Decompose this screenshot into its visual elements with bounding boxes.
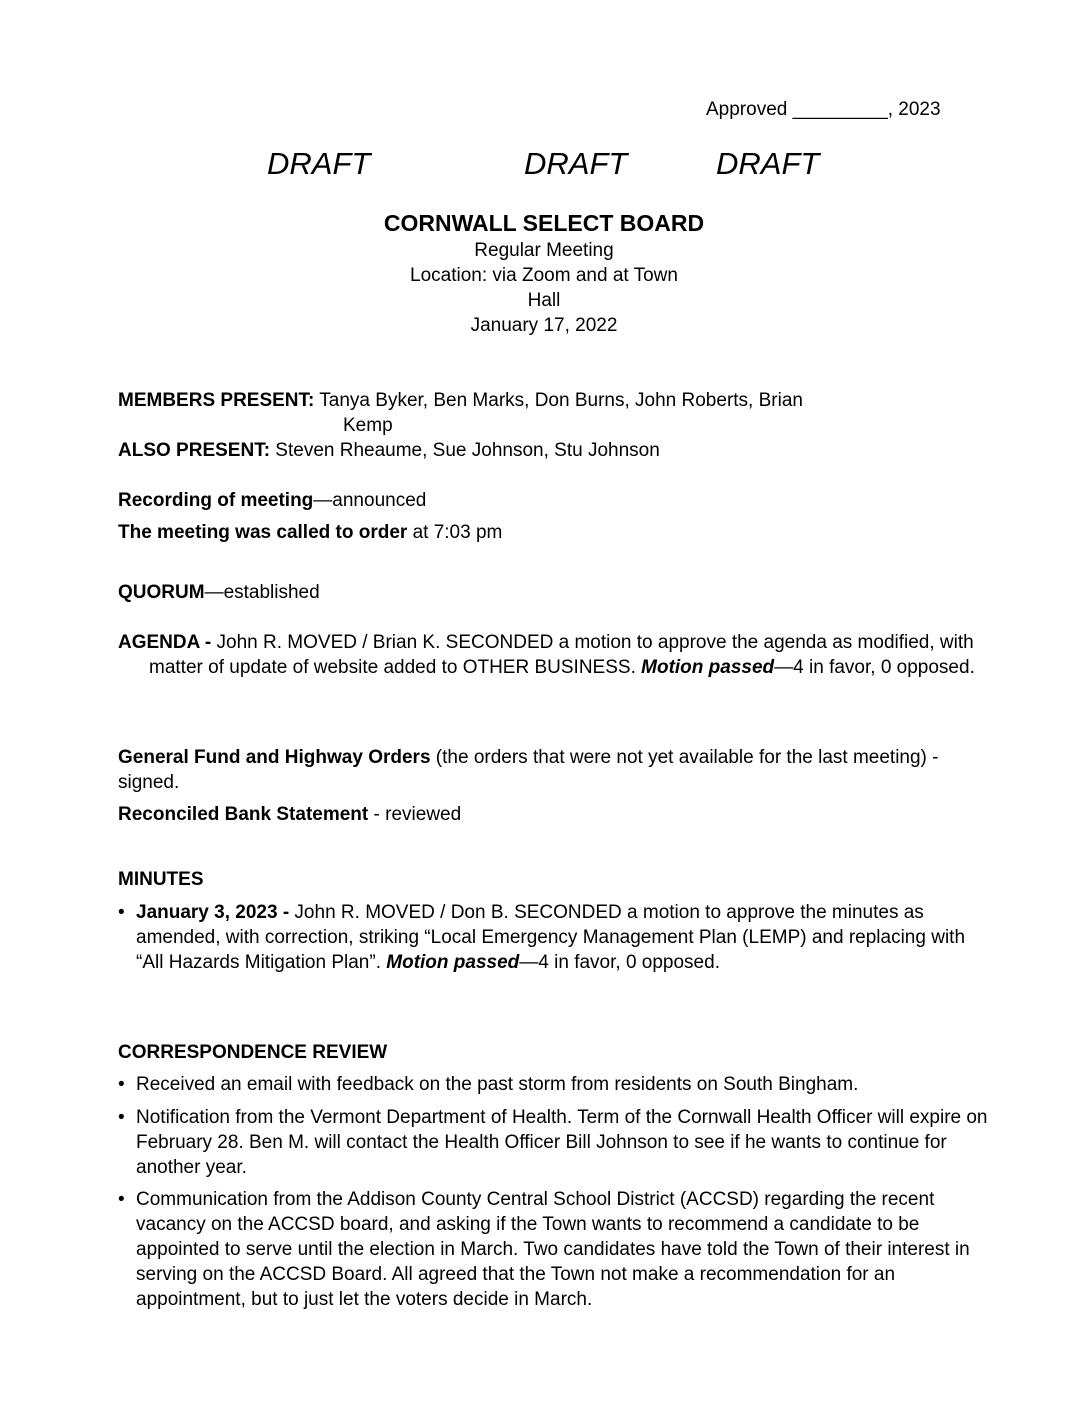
orders-paragraph [118,745,968,795]
also-present [118,438,660,463]
quorum-label: QUORUM [118,582,205,603]
agenda-label: AGENDA - [118,632,212,653]
orders-text: (the orders that were not yet available for the last meeting) - signed. [118,747,939,793]
members-present [118,388,803,413]
call-to-order-label: The meeting was called to order [118,522,408,543]
document-title: CORNWALL SELECT BOARD [383,210,705,236]
bank-line [118,802,461,827]
members-present-label: MEMBERS PRESENT: [118,390,315,411]
call-to-order-line [118,520,502,545]
agenda-result: —4 in favor, 0 opposed. [774,657,975,678]
draft-label: DRAFT [524,146,628,181]
minutes-item [118,900,988,975]
approval-line: Approved _________, 2023 [706,99,941,120]
correspondence-item [118,1187,988,1312]
correspondence-item-text: Notification from the Vermont Department of Health. Term of the Cornwall Health Officer will expire on February 28. Ben M. will contact the Health Officer Bill Johnson to see if he wants to continue for another year. [136,1107,988,1178]
bank-label: Reconciled Bank Statement [118,804,369,825]
draft-label: DRAFT [716,146,820,181]
orders-label: General Fund and Highway Orders [118,747,431,768]
meeting-location: Location: via Zoom and at Town [410,265,678,286]
agenda-paragraph [118,630,994,680]
quorum-value: —established [204,582,320,603]
quorum-line [118,580,320,605]
correspondence-item [118,1105,988,1180]
minutes-item-result: —4 in favor, 0 opposed. [519,952,720,973]
minutes-item-label: January 3, 2023 - [136,902,290,923]
members-present-names-cont: Kemp [343,415,393,436]
also-present-label: ALSO PRESENT: [118,440,271,461]
agenda-text: John R. MOVED / Brian K. SECONDED a motion to approve the agenda as modified, with matter of update of website added to OTHER BUSINESS. [149,632,974,678]
call-to-order-value: at 7:03 pm [407,522,503,543]
also-present-names: Steven Rheaume, Sue Johnson, Stu Johnson [270,440,660,461]
agenda-motion: Motion passed [641,657,775,678]
bullet-icon: • [118,1074,125,1095]
correspondence-item-text: Communication from the Addison County Central School District (ACCSD) regarding the recent vacancy on the ACCSD board, and asking if the Town wants to recommend a candidate to be appointed to serve until the election in March. Two candidates have told the Town of their interest in serving on the ACCSD Board. All agreed that the Town not make a recommendation for an appointment, but to just let the voters decide in March. [136,1189,970,1310]
correspondence-heading: CORRESPONDENCE REVIEW [118,1042,388,1063]
meeting-date: January 17, 2022 [470,315,618,336]
meeting-type: Regular Meeting [474,240,614,261]
bullet-icon: • [118,1107,125,1128]
correspondence-item [118,1072,988,1097]
members-present-names: Tanya Byker, Ben Marks, Don Burns, John Roberts, Brian [314,390,803,411]
recording-value: —announced [313,490,427,511]
bank-value: - reviewed [368,804,462,825]
bullet-icon: • [118,902,125,923]
correspondence-item-text: Received an email with feedback on the past storm from residents on South Bingham. [136,1074,859,1095]
recording-label: Recording of meeting [118,490,314,511]
recording-line [118,488,426,513]
minutes-item-text [136,900,971,975]
minutes-heading: MINUTES [118,869,204,890]
minutes-item-motion: Motion passed [386,952,520,973]
minutes-item-body: John R. MOVED / Don B. SECONDED a motion to approve the minutes as amended, with correction, striking “Local Emergency Management Plan (LEMP) and replacing with “All Hazards Mitigation Plan”. [136,902,966,973]
bullet-icon: • [118,1189,125,1210]
meeting-location-cont: Hall [527,290,561,311]
draft-label: DRAFT [267,146,371,181]
